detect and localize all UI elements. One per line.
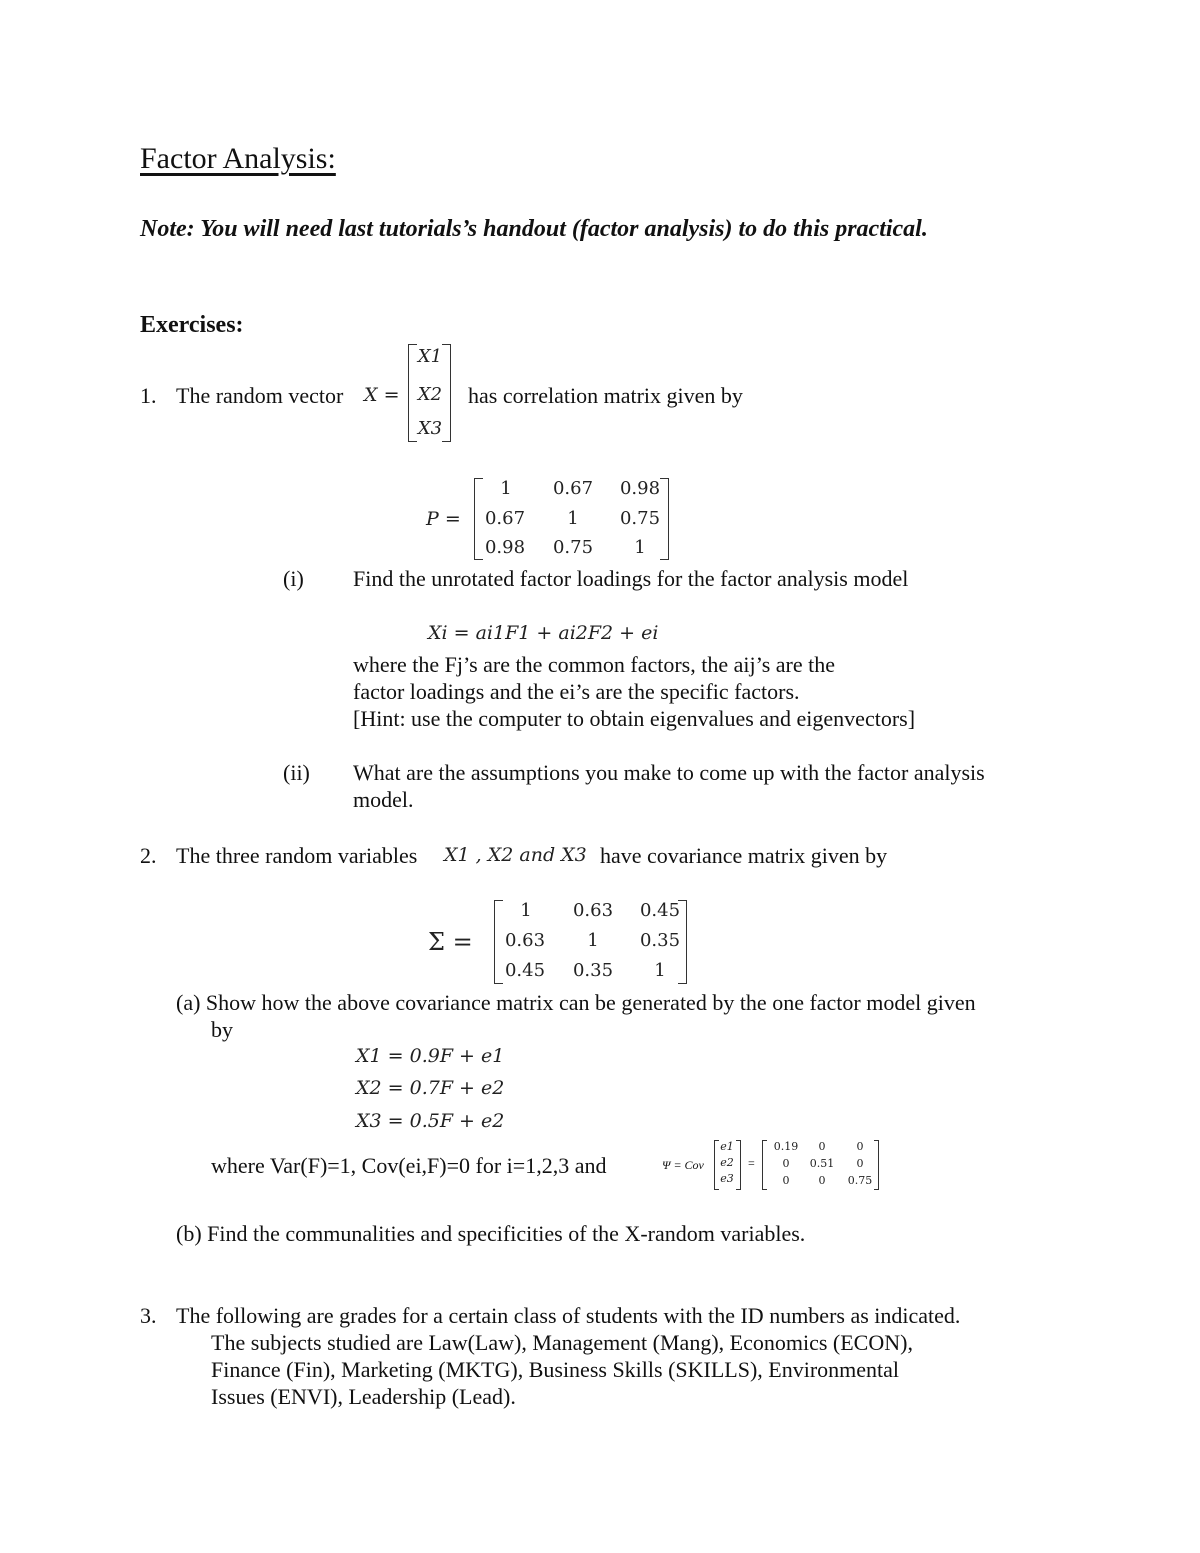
matrix-cell: 1	[520, 900, 532, 921]
matrix-cell: 0.75	[619, 508, 661, 529]
q3-line4: Issues (ENVI), Leadership (Lead).	[211, 1384, 516, 1409]
matrix-cell: 1	[587, 930, 599, 951]
q2-part-a-line1: (a) Show how the above covariance matrix can be generated by the one factor model given	[176, 990, 976, 1015]
q2-where-text: where Var(F)=1, Cov(ei,F)=0 for i=1,2,3 and	[211, 1153, 607, 1178]
matrix-cell: 0.67	[552, 478, 594, 499]
matrix-cell: 1	[634, 537, 646, 558]
matrix-cell: 0.45	[639, 900, 681, 921]
q1-model-equation: Xi = ai1F1 + ai2F2 + ei	[428, 622, 659, 644]
matrix-cell: 0.51	[809, 1157, 835, 1170]
q1-vector-x3: X3	[417, 418, 443, 439]
matrix-cell: 0.63	[572, 900, 614, 921]
matrix-cell: 0	[856, 1140, 864, 1153]
matrix-cell: 0	[818, 1174, 826, 1187]
q3-line2: The subjects studied are Law(Law), Management (Mang), Economics (ECON),	[211, 1330, 913, 1355]
q2-psi-equals: =	[748, 1156, 755, 1170]
q1-vector-x1: X1	[417, 346, 443, 367]
matrix-cell: 0.75	[847, 1174, 873, 1187]
q2-intro-before: The three random variables	[176, 843, 418, 868]
q2-psi-e1: e1	[720, 1140, 734, 1153]
matrix-cell: 0.35	[572, 960, 614, 981]
q1-hint: [Hint: use the computer to obtain eigenvalues and eigenvectors]	[353, 706, 916, 731]
matrix-cell: 0.19	[773, 1140, 799, 1153]
q1-where-line2: factor loadings and the ei’s are the specific factors.	[353, 679, 800, 704]
q2-vars: X1 , X2 and X3	[444, 844, 587, 866]
q3-line1: The following are grades for a certain class of students with the ID numbers as indicated.	[176, 1303, 961, 1328]
note: Note: You will need last tutorials’s handout (factor analysis) to do this practical.	[140, 216, 928, 242]
q2-part-b: (b) Find the communalities and specificities of the X-random variables.	[176, 1221, 806, 1246]
q2-psi-lhs: Ψ = Cov	[662, 1158, 704, 1172]
q2-matrix-lhs: Σ =	[428, 928, 473, 956]
matrix-cell: 0.98	[484, 537, 526, 558]
q1-vector-x2: X2	[417, 384, 443, 405]
matrix-cell: 0.45	[504, 960, 546, 981]
q1-number: 1.	[140, 383, 157, 408]
q1-matrix-lhs: P =	[426, 508, 461, 530]
q2-eq2: X2 = 0.7F + e2	[356, 1077, 505, 1099]
exercises-heading: Exercises:	[140, 312, 244, 338]
q2-intro-after: have covariance matrix given by	[600, 843, 888, 868]
q2-psi-e3: e3	[720, 1172, 734, 1185]
matrix-cell: 1	[654, 960, 666, 981]
matrix-cell: 0	[856, 1157, 864, 1170]
q1-part-ii-line1: What are the assumptions you make to come up with the factor analysis	[353, 760, 985, 785]
q1-where-line1: where the Fj’s are the common factors, the aij’s are the	[353, 652, 835, 677]
q3-number: 3.	[140, 1303, 157, 1328]
q3-line3: Finance (Fin), Marketing (MKTG), Business Skills (SKILLS), Environmental	[211, 1357, 900, 1382]
q2-part-a-line2: by	[211, 1017, 233, 1042]
matrix-cell: 0.98	[619, 478, 661, 499]
q2-eq1: X1 = 0.9F + e1	[356, 1045, 505, 1067]
matrix-cell: 1	[567, 508, 579, 529]
q2-number: 2.	[140, 843, 157, 868]
q1-part-i-label: (i)	[283, 566, 304, 591]
matrix-cell: 0	[818, 1140, 826, 1153]
matrix-cell: 0.63	[504, 930, 546, 951]
q1-intro-before: The random vector	[176, 383, 344, 408]
q1-part-ii-line2: model.	[353, 787, 414, 812]
matrix-cell: 0.75	[552, 537, 594, 558]
matrix-cell: 0.35	[639, 930, 681, 951]
matrix-cell: 1	[500, 478, 512, 499]
page-title: Factor Analysis:	[140, 142, 336, 175]
q1-intro-after: has correlation matrix given by	[468, 383, 743, 408]
q1-vector-lhs: X =	[364, 384, 400, 406]
q2-eq3: X3 = 0.5F + e2	[356, 1110, 505, 1132]
matrix-cell: 0	[782, 1174, 790, 1187]
matrix-cell: 0.67	[484, 508, 526, 529]
matrix-cell: 0	[782, 1157, 790, 1170]
q1-part-ii-label: (ii)	[283, 760, 310, 785]
q2-psi-e2: e2	[720, 1156, 734, 1169]
q1-part-i-text: Find the unrotated factor loadings for the factor analysis model	[353, 566, 909, 591]
